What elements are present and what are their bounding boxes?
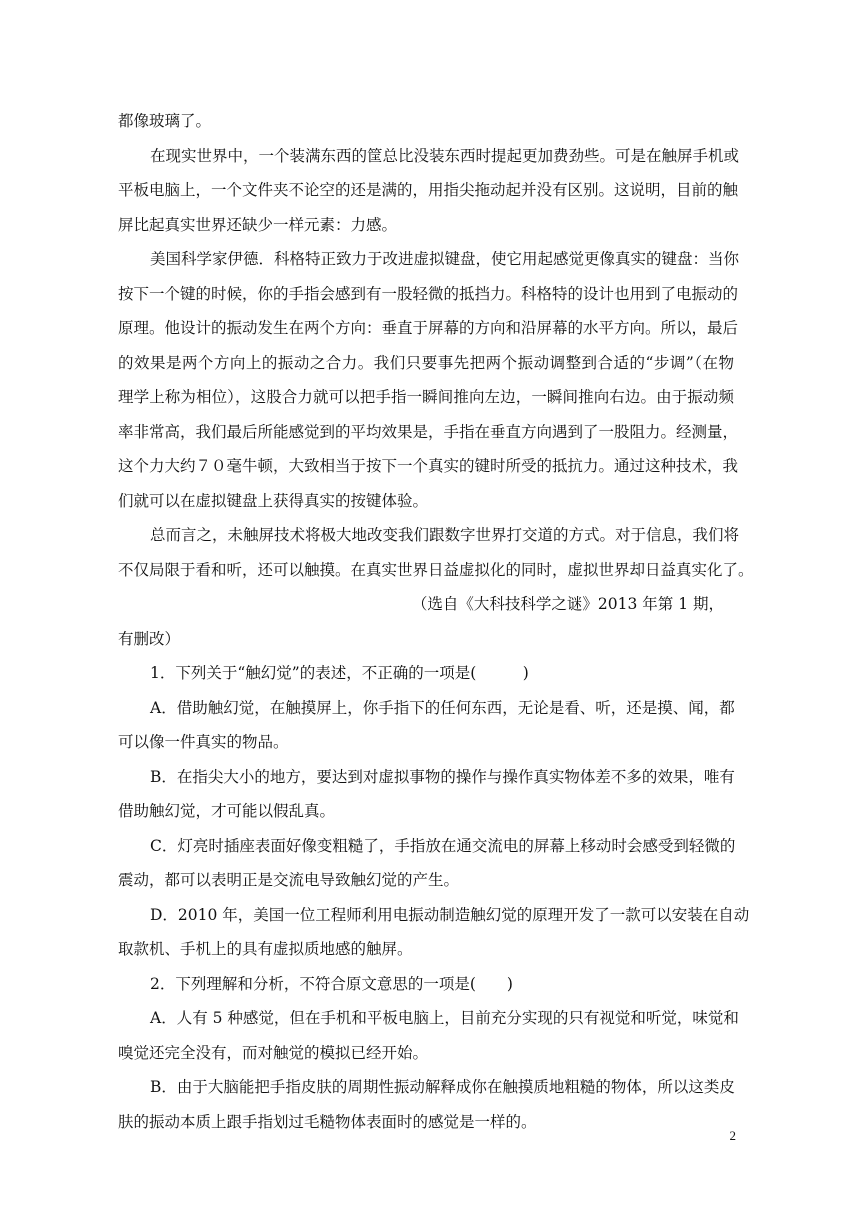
text-line: 肤的振动本质上跟手指划过毛糙物体表面时的感觉是一样的。 bbox=[118, 1112, 537, 1131]
text-line: 在现实世界中，一个装满东西的筐总比没装东西时提起更加费劲些。可是在触屏手机或 bbox=[150, 146, 740, 165]
text-line: 有删改） bbox=[118, 629, 181, 648]
document-body bbox=[118, 104, 754, 1139]
question-2: 2．下列理解和分析，不符合原文意思的一项是( ) bbox=[150, 974, 513, 993]
text-line: 震动，都可以表明正是交流电导致触幻觉的产生。 bbox=[118, 871, 460, 889]
option-d: D．2010 年，美国一位工程师利用电振动制造触幻觉的原理开发了一款可以安装在自动 bbox=[150, 905, 750, 924]
text-line: 取款机、手机上的具有虚拟质地感的触屏。 bbox=[118, 940, 413, 958]
text-line: 可以像一件真实的物品。 bbox=[118, 733, 289, 751]
text-line: 借助触幻觉，才可能以假乱真。 bbox=[118, 802, 336, 820]
option-a: A．借助触幻觉，在触摸屏上，你手指下的任何东西，无论是看、听，还是摸、闻，都 bbox=[150, 698, 735, 717]
text-line: 不仅局限于看和听，还可以触摸。在真实世界日益虚拟化的同时，虚拟世界却日益真实化了。 bbox=[118, 560, 754, 579]
page-number: 2 bbox=[729, 1128, 736, 1143]
text-line: 按下一个键的时候，你的手指会感到有一股轻微的抵挡力。科格特的设计也用到了电振动的 bbox=[118, 284, 739, 303]
option-b: B．在指尖大小的地方，要达到对虚拟事物的操作与操作真实物体差不多的效果，唯有 bbox=[150, 767, 735, 786]
option-b: B．由于大脑能把手指皮肤的周期性振动解释成你在触摸质地粗糙的物体，所以这类皮 bbox=[150, 1078, 735, 1096]
option-a: A．人有 5 种感觉，但在手机和平板电脑上，目前充分实现的只有视觉和听觉，味觉和 bbox=[150, 1009, 739, 1027]
text-line: 美国科学家伊德．科格特正致力于改进虚拟键盘，使它用起感觉更像真实的键盘：当你 bbox=[150, 250, 740, 268]
text-line: 们就可以在虚拟键盘上获得真实的按键体验。 bbox=[118, 491, 429, 510]
text-line: 嗅觉还完全没有，而对触觉的模拟已经开始。 bbox=[118, 1043, 429, 1062]
text-line: 平板电脑上，一个文件夹不论空的还是满的，用指尖拖动起并没有区别。这说明，目前的触 bbox=[118, 181, 739, 199]
text-line: 理学上称为相位），这股合力就可以把手指一瞬间推向左边，一瞬间推向右边。由于振动频 bbox=[118, 388, 734, 406]
text-line: 原理。他设计的振动发生在两个方向：垂直于屏幕的方向和沿屏幕的水平方向。所以，最后 bbox=[118, 319, 739, 337]
text-line: 都像玻璃了。 bbox=[118, 112, 212, 130]
text-line: 这个力大约７０毫牛顿，大致相当于按下一个真实的键时所受的抵抗力。通过这种技术，我 bbox=[118, 457, 739, 475]
question-1: 1．下列关于“触幻觉”的表述，不正确的一项是( ) bbox=[150, 664, 529, 682]
option-c: C．灯亮时插座表面好像变粗糙了，手指放在通交流电的屏幕上移动时会感受到轻微的 bbox=[150, 836, 736, 855]
source-citation: （选自《大科技科学之谜》2013 年第 1 期， bbox=[411, 595, 724, 613]
text-line: 总而言之，未触屏技术将极大地改变我们跟数字世界打交道的方式。对于信息，我们将 bbox=[150, 526, 740, 544]
text-line: 的效果是两个方向上的振动之合力。我们只要事先把两个振动调整到合适的“步调”（在物 bbox=[118, 353, 734, 372]
text-line: 屏比起真实世界还缺少一样元素：力感。 bbox=[118, 215, 398, 234]
text-line: 率非常高，我们最后所能感觉到的平均效果是，手指在垂直方向遇到了一股阻力。经测量， bbox=[118, 422, 739, 441]
